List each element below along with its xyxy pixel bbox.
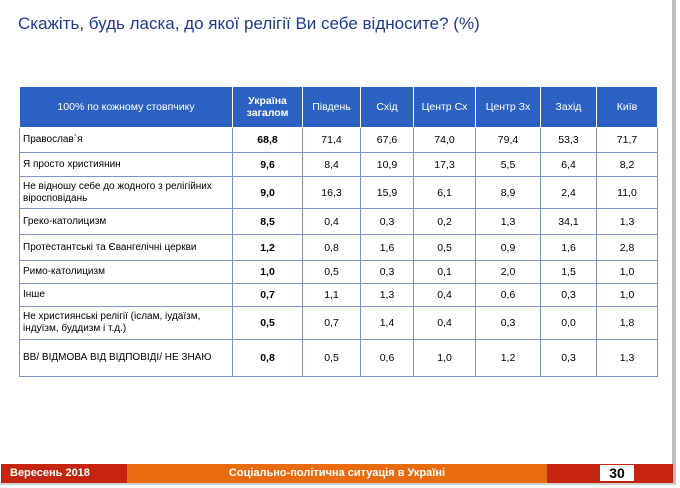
cell-total: 8,5 xyxy=(233,209,303,235)
cell: 53,3 xyxy=(541,128,597,153)
table-row xyxy=(20,340,658,377)
cell-total: 1,0 xyxy=(233,261,303,284)
cell: 0,9 xyxy=(476,235,541,261)
cell: 8,9 xyxy=(476,177,541,209)
cell: 79,4 xyxy=(476,128,541,153)
table-row xyxy=(20,235,658,261)
cell: 0,5 xyxy=(414,235,476,261)
cell: 1,2 xyxy=(476,340,541,377)
cell: 17,3 xyxy=(414,153,476,177)
column-header: Південь xyxy=(303,87,361,128)
cell: 1,6 xyxy=(541,235,597,261)
table-row xyxy=(20,307,658,340)
cell: 1,3 xyxy=(361,284,414,307)
cell: 1,0 xyxy=(597,261,658,284)
cell: 8,2 xyxy=(597,153,658,177)
cell: 0,3 xyxy=(541,284,597,307)
cell-total: 0,5 xyxy=(233,307,303,340)
cell: 1,6 xyxy=(361,235,414,261)
cell: 0,3 xyxy=(361,209,414,235)
cell-total: 0,7 xyxy=(233,284,303,307)
cell: 1,4 xyxy=(361,307,414,340)
cell: 1,5 xyxy=(541,261,597,284)
table-row xyxy=(20,284,658,307)
cell-total: 1,2 xyxy=(233,235,303,261)
cell: 71,4 xyxy=(303,128,361,153)
column-header-total: Україна загалом xyxy=(233,87,303,128)
cell: 0,7 xyxy=(303,307,361,340)
cell: 5,5 xyxy=(476,153,541,177)
results-table xyxy=(19,86,658,377)
row-label: Римо-католицизм xyxy=(20,261,233,284)
cell-total: 0,8 xyxy=(233,340,303,377)
table-row xyxy=(20,128,658,153)
cell: 0,2 xyxy=(414,209,476,235)
column-header: Центр Зх xyxy=(476,87,541,128)
column-header: Київ xyxy=(597,87,658,128)
row-label: Я просто християнин xyxy=(20,153,233,177)
cell: 15,9 xyxy=(361,177,414,209)
cell: 0,4 xyxy=(414,307,476,340)
table-row xyxy=(20,261,658,284)
cell: 0,3 xyxy=(361,261,414,284)
table-header-row xyxy=(20,87,658,128)
cell: 1,3 xyxy=(597,209,658,235)
column-header: Центр Сх xyxy=(414,87,476,128)
cell: 10,9 xyxy=(361,153,414,177)
cell-total: 68,8 xyxy=(233,128,303,153)
cell: 0,3 xyxy=(476,307,541,340)
column-header: Захід xyxy=(541,87,597,128)
row-label: Не відношу себе до жодного з релігійних віросповідань xyxy=(20,177,233,209)
cell: 11,0 xyxy=(597,177,658,209)
cell: 1,3 xyxy=(597,340,658,377)
column-header: 100% по кожному стовпчику xyxy=(20,87,233,128)
cell: 16,3 xyxy=(303,177,361,209)
row-label: Православ`я xyxy=(20,128,233,153)
row-label: Греко-католицизм xyxy=(20,209,233,235)
cell: 1,1 xyxy=(303,284,361,307)
cell: 6,4 xyxy=(541,153,597,177)
cell: 0,5 xyxy=(303,340,361,377)
cell: 0,1 xyxy=(414,261,476,284)
cell: 71,7 xyxy=(597,128,658,153)
footer-bar xyxy=(1,464,673,483)
table-row xyxy=(20,209,658,235)
cell: 2,4 xyxy=(541,177,597,209)
cell: 0,8 xyxy=(303,235,361,261)
cell-total: 9,6 xyxy=(233,153,303,177)
row-label: Не християнські релігії (іслам, іудаїзм, індуїзм, буддизм і т.д.) xyxy=(20,307,233,340)
cell: 67,6 xyxy=(361,128,414,153)
column-header: Схід xyxy=(361,87,414,128)
cell: 0,6 xyxy=(361,340,414,377)
footer-title: Соціально-політична ситуація в Україні xyxy=(127,464,547,483)
cell: 2,8 xyxy=(597,235,658,261)
cell: 2,0 xyxy=(476,261,541,284)
cell: 6,1 xyxy=(414,177,476,209)
row-label: Протестантські та Євангелічні церкви xyxy=(20,235,233,261)
cell: 74,0 xyxy=(414,128,476,153)
cell: 0,5 xyxy=(303,261,361,284)
cell: 1,3 xyxy=(476,209,541,235)
cell: 1,0 xyxy=(414,340,476,377)
table-row xyxy=(20,153,658,177)
cell: 0,6 xyxy=(476,284,541,307)
cell: 0,4 xyxy=(414,284,476,307)
footer-date: Вересень 2018 xyxy=(10,467,90,479)
cell: 8,4 xyxy=(303,153,361,177)
row-label: Інше xyxy=(20,284,233,307)
cell: 0,4 xyxy=(303,209,361,235)
cell-total: 9,0 xyxy=(233,177,303,209)
page-title: Скажіть, будь ласка, до якої релігії Ви себе відносите? (%) xyxy=(18,14,480,33)
cell: 34,1 xyxy=(541,209,597,235)
cell: 0,3 xyxy=(541,340,597,377)
cell: 1,0 xyxy=(597,284,658,307)
row-label: ВВ/ ВІДМОВА ВІД ВІДПОВІДІ/ НЕ ЗНАЮ xyxy=(20,340,233,377)
table-row xyxy=(20,177,658,209)
cell: 0,0 xyxy=(541,307,597,340)
page-number: 30 xyxy=(600,465,634,481)
cell: 1,8 xyxy=(597,307,658,340)
